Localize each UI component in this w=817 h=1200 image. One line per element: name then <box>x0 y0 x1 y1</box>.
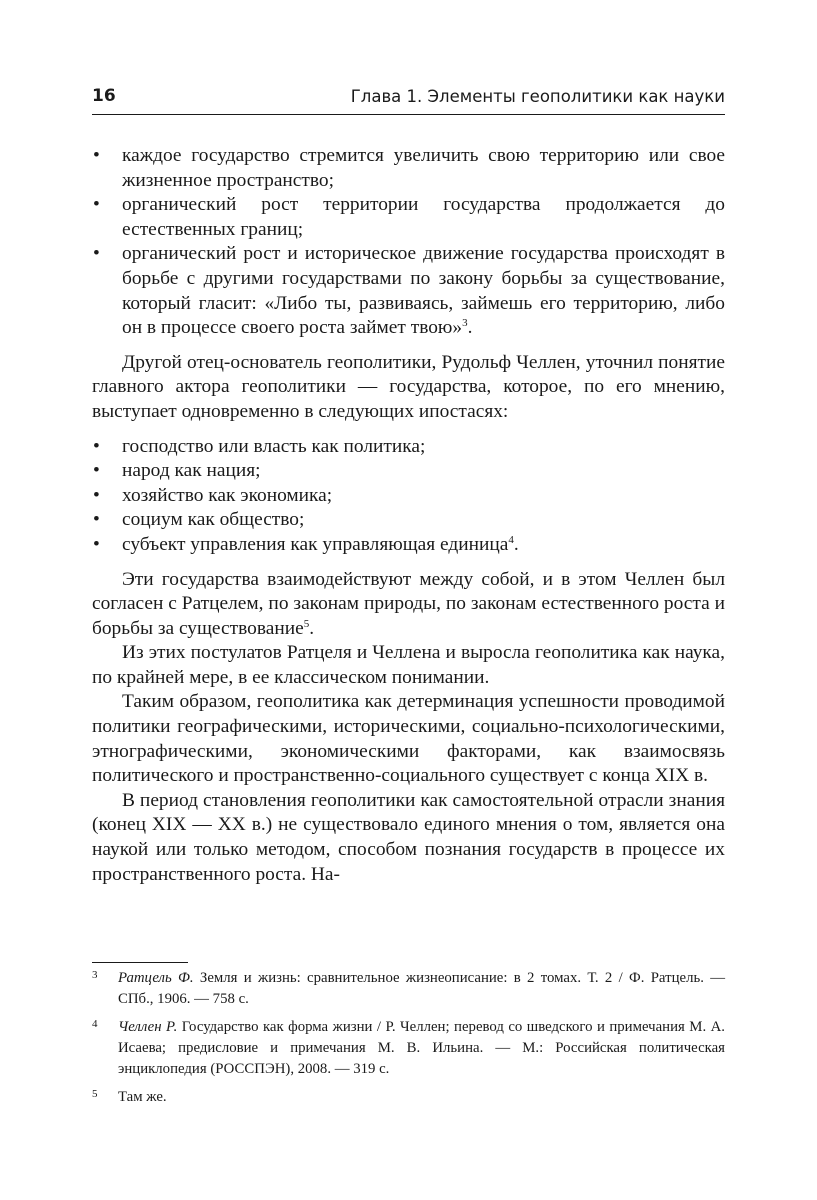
footnote-text: Государство как форма жизни / Р. Челлен; перевод со шведского и примечания М. А. Исаева; предисловие и примечания М. В. Ильина. — М.: Российская политическая энциклопедия (РОССПЭН), 2008. — 319 с. <box>118 1019 726 1077</box>
footnote-mark: 5 <box>92 1088 98 1100</box>
list-item: • органический рост и историческое движение государства происходят в борьбе с другими государствами по закону борьбы за существование, который гласит: «Либо ты, развиваясь, займешь его территорию, либо он в процессе своего роста займет твою»$^3$. <box>93 243 725 339</box>
list-item: • каждое государство стремится увеличить свою территорию или свое жизненное пространство; <box>93 145 725 191</box>
footnote-ref[interactable]: 5 <box>303 617 310 630</box>
list-item: • хозяйство как экономика; <box>92 484 725 509</box>
paragraph: Другой отец-основатель геополитики, Рудольф Челлен, уточнил понятие главного актора геополитики — государства, которое, по его мнению, выступает одновременно в следующих ипостасях: <box>92 351 725 422</box>
paragraph: Из этих постулатов Ратцеля и Челлена и выросла геополитика как наука, по крайней мере, в ее классическом понимании. <box>92 642 725 688</box>
paragraph: Эти государства взаимодействуют между собой, и в этом Челлен был согласен с Ратцелем, по законам природы, по законам естественного роста и борьбы за существование$^5$. <box>92 568 725 639</box>
footnote-text: Там же. <box>118 1089 167 1105</box>
footnote-mark: 3 <box>92 969 98 981</box>
paragraph: Таким образом, геополитика как детерминация успешности проводимой политики географическими, историческими, социально-психологическими, этнографическими, экономическими факторами, как взаимосвязь политического и пространственно-социального существует с конца XIX в. <box>92 691 725 787</box>
chapter-title: Глава 1. Элементы геополитики как науки <box>350 87 725 106</box>
bullet-icon: • <box>93 243 100 265</box>
running-header <box>92 84 725 115</box>
list-item: • народ как нация; <box>92 459 725 484</box>
list-item: • органический рост территории государства продолжается до естественных границ; <box>93 194 725 240</box>
footnote-ref[interactable]: 4 <box>508 533 514 546</box>
ratzel-laws-list <box>92 144 725 341</box>
footnote-author: Ратцель Ф. <box>118 970 194 986</box>
bullet-icon: • <box>93 194 100 216</box>
list-item: • социум как общество; <box>92 508 725 533</box>
footnote-text: Земля и жизнь: сравнительное жизнеописание: в 2 томах. Т. 2 / Ф. Ратцель. — СПб., 1906. — 758 с. <box>118 970 725 1007</box>
bullet-icon: • <box>93 509 100 531</box>
bullet-icon: • <box>93 533 100 555</box>
list-item: • субъект управления как управляющая единица$^4$. <box>92 533 725 558</box>
footnote-ref[interactable]: 3 <box>462 317 468 330</box>
footnote <box>92 1017 725 1080</box>
footnote <box>92 1087 725 1108</box>
kjellen-hypostases-list <box>92 435 725 558</box>
bullet-icon: • <box>93 484 100 506</box>
page-number: 16 <box>92 86 116 106</box>
footnote-author: Челлен Р. <box>118 1019 178 1035</box>
paragraph: В период становления геополитики как самостоятельной отрасли знания (конец XIX — XX в.) не существовало единого мнения о том, является она наукой или только методом, способом познания государств в процессе их пространственного роста. На- <box>92 789 725 885</box>
footnote <box>92 968 725 1010</box>
bullet-icon: • <box>93 460 100 482</box>
list-item: • господство или власть как политика; <box>92 435 725 460</box>
bullet-icon: • <box>93 145 100 166</box>
main-text <box>92 144 725 887</box>
footnote-mark: 4 <box>92 1018 98 1030</box>
bullet-icon: • <box>93 435 100 457</box>
footnote-divider <box>92 962 188 963</box>
footnotes <box>92 968 725 1115</box>
